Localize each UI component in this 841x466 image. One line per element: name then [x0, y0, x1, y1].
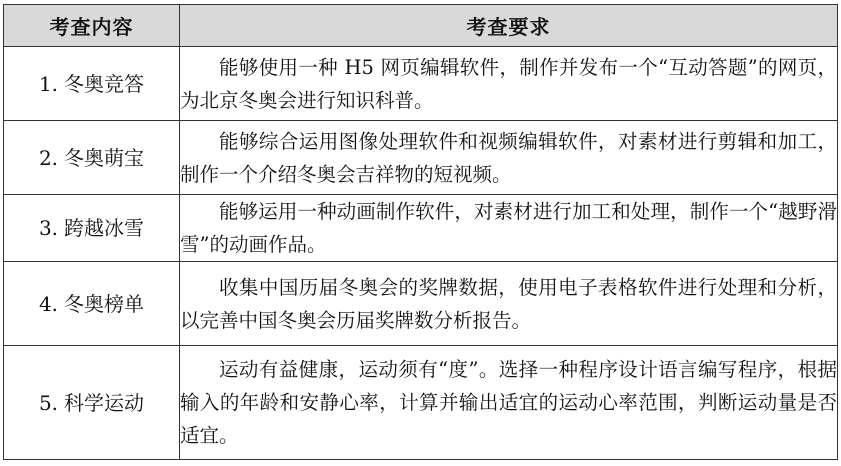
table-row [4, 346, 838, 460]
requirement-cell: 能够运用一种动画制作软件，对素材进行加工和处理，制作一个“越野滑雪”的动画作品。 [180, 195, 838, 262]
topic-name: 科学运动 [64, 390, 145, 415]
topic-name: 冬奥榜单 [64, 291, 145, 316]
topic-cell [4, 121, 180, 195]
topic-cell [4, 195, 180, 262]
topic-cell [4, 47, 180, 121]
header-requirement: 考查要求 [180, 5, 838, 47]
table-row [4, 195, 838, 262]
table-row [4, 121, 838, 195]
table-header-row [4, 5, 838, 47]
row-number: 1. [38, 71, 59, 96]
topic-cell [4, 262, 180, 346]
exam-requirements-table [3, 4, 838, 460]
table-row [4, 262, 838, 346]
requirement-cell: 运动有益健康，运动须有“度”。选择一种程序设计语言编写程序，根据输入的年龄和安静心率，计算并输出适宜的运动心率范围，判断运动量是否适宜。 [180, 346, 838, 460]
topic-name: 跨越冰雪 [64, 216, 145, 240]
header-topic: 考查内容 [4, 5, 180, 47]
table-row [4, 47, 838, 121]
row-number: 4. [38, 291, 59, 316]
row-number: 2. [38, 145, 59, 170]
topic-name: 冬奥萌宝 [64, 145, 145, 170]
requirement-cell: 能够综合运用图像处理软件和视频编辑软件，对素材进行剪辑和加工，制作一个介绍冬奥会吉祥物的短视频。 [180, 121, 838, 195]
requirement-cell: 收集中国历届冬奥会的奖牌数据，使用电子表格软件进行处理和分析，以完善中国冬奥会历届奖牌数分析报告。 [180, 262, 838, 346]
topic-cell [4, 346, 180, 460]
topic-name: 冬奥竞答 [64, 71, 145, 96]
requirement-cell: 能够使用一种 H5 网页编辑软件，制作并发布一个“互动答题”的网页，为北京冬奥会进行知识科普。 [180, 47, 838, 121]
row-number: 3. [38, 216, 59, 240]
row-number: 5. [38, 390, 59, 415]
